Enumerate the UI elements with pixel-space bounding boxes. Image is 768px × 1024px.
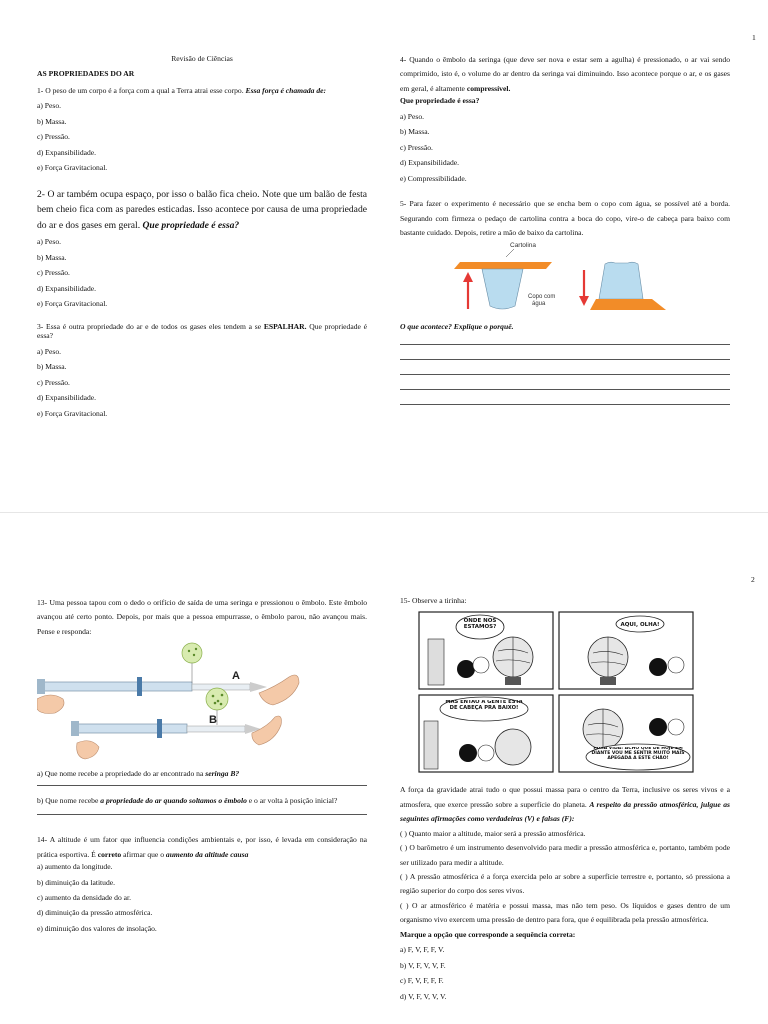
option: b) diminuição da latitude. (37, 877, 116, 887)
option: e) Força Gravitacional. (37, 163, 108, 173)
arrow-down-icon (579, 296, 589, 306)
option: c) aumento da densidade do ar. (37, 892, 132, 902)
option: c) Pressão. (400, 142, 433, 152)
question-14: 14- A altitude é um fator que influencia condições ambientais e, por isso, é levada em consideração na prática esportiva. É correto afirmar que o aumento da altitude causa (37, 835, 367, 859)
page1-left-column (37, 54, 367, 424)
page2-right-column (400, 596, 730, 1007)
option: b) Massa. (400, 127, 430, 137)
option: a) aumento da longitude. (37, 862, 113, 872)
option: c) Pressão. (37, 268, 70, 278)
question-5-prompt: O que acontece? Explique o porquê. (400, 322, 514, 332)
question-13: 13- Uma pessoa tapou com o dedo o orifício de saída de uma seringa e pressionou o êmbolo. Este êmbolo avançou até certo ponto. Depois, por mais que a pessoa empurrasse, o êmbolo parou, não avançou mais. Pense e responda: (37, 598, 367, 636)
question-15-prompt: Marque a opção que corresponde a sequência correta: (400, 929, 576, 939)
option: b) Massa. (37, 362, 67, 372)
question-4-prompt: Que propriedade é essa? (400, 96, 480, 106)
option: a) Peso. (37, 237, 62, 247)
comic-strip: ONDE NÓS ESTAMOS? AQUI, OLHA! MAS ENTÃO A GENTE ESTÁ DE CABEÇA PRA BAIXO! PUXA VIDA! ACHO QUE DE HOJE EM DIANTE VOU ME SENTIR MUITO MAIS APEGADA A ESTE CHÃO! (418, 611, 718, 773)
option: c) Pressão. (37, 132, 70, 142)
option: a) Peso. (400, 111, 425, 121)
page-header: Revisão de Ciências (171, 54, 233, 63)
answer-line (37, 814, 367, 815)
question-13a: a) Que nome recebe a propriedade do ar encontrado na seringa B? (37, 769, 240, 779)
statement: ( ) O barômetro é um instrumento desenvolvido para medir a pressão atmosférica e, portanto, também pode ser utilizado para medir a altitude. (400, 843, 730, 867)
hand-icon (252, 716, 282, 745)
option: d) Expansibilidade. (37, 393, 97, 403)
option: e) Força Gravitacional. (37, 408, 108, 418)
hand-icon (77, 741, 99, 759)
inverted-cup-shape (599, 263, 643, 300)
option: d) V, F, V, V, V. (400, 991, 447, 1001)
option: a) Peso. (37, 346, 62, 356)
syringe-label-b: B (209, 714, 217, 727)
option: b) V, F, V, V, F. (400, 960, 446, 970)
page1-right-column (400, 53, 730, 419)
section-title: AS PROPRIEDADES DO AR (37, 69, 135, 79)
option: d) diminuição da pressão atmosférica. (37, 908, 153, 918)
cup-shape (482, 269, 523, 309)
question-15-intro: A força da gravidade atrai tudo o que possui massa para o centro da Terra, inclusive os seres vivos e a atmosfera, que exerce pressão sobre a superfície do planeta. A respeito da pressão atmosférica, julgue as seguintes afirmações como verdadeiras (V) e falsas (F): (400, 785, 730, 824)
question-13b: b) Que nome recebe a propriedade do ar quando soltamos o êmbolo e o ar volta à posição inicial? (37, 795, 338, 805)
option: a) Peso. (37, 101, 62, 111)
question-4: 4- Quando o êmbolo da seringa (que deve ser nova e estar sem a agulha) é pressionado, o ar vai sendo comprimido, isto é, o volume do ar dentro da seringa vai diminuindo. Isso acontece porque o ar, e os gases em geral, é altamente compressível. (400, 55, 730, 93)
question-5: 5- Para fazer o experimento é necessário que se encha bem o copo com água, se possível até a borda. Segurando com firmeza o pedaço de cartolina contra a boca do copo, vire-o de cabeça para baixo com bastante cuidado. Depois, retire a mão de baixo da cartolina. (400, 199, 730, 238)
answer-line (400, 359, 730, 360)
statement: ( ) A pressão atmosférica é a força exercida pelo ar sobre a superfície terrestre e, portanto, só pressiona a região superior do corpo dos seres vivos. (400, 872, 730, 896)
cup-experiment-figure (400, 240, 730, 316)
question-15: 15- Observe a tirinha: (400, 596, 467, 605)
svg-text:AQUI, OLHA!: AQUI, OLHA! (620, 622, 660, 629)
answer-line (400, 389, 730, 390)
option: c) Pressão. (37, 377, 70, 387)
hand-icon (37, 695, 64, 714)
statement: ( ) O ar atmosférico é matéria e possui massa, mas não tem peso. Os líquidos e gases dentro de um organismo vivo exercem uma pressão de dentro para fora, que é equilibrada pela pressão atmosférica. (400, 900, 730, 925)
question-3: 3- Essa é outra propriedade do ar e de todos os gases eles tendem a se ESPALHAR. Que propriedade é essa? (37, 321, 367, 341)
option: d) Expansibilidade. (400, 158, 460, 168)
page2-left-column (37, 596, 367, 939)
option: e) diminuição dos valores de insolação. (37, 923, 157, 933)
question-1: 1- O peso de um corpo é a força com a qual a Terra atrai esse corpo. Essa força é chamada de: (37, 85, 327, 95)
statement: ( ) Quanto maior a altitude, maior será a pressão atmosférica. (400, 828, 586, 838)
figure-label-cartolina: Cartolina (510, 242, 537, 250)
svg-text:Copo com: Copo com (528, 294, 556, 301)
option: b) Massa. (37, 116, 67, 126)
answer-line (400, 344, 730, 345)
hand-icon (259, 675, 299, 705)
answer-line (400, 374, 730, 375)
option: d) Expansibilidade. (37, 283, 97, 293)
page-number: 2 (751, 575, 755, 584)
option: e) Compressibilidade. (400, 173, 467, 183)
cardboard-shape (454, 262, 552, 269)
option: a) F, V, F, F, V. (400, 945, 445, 955)
syringe-label-a: A (232, 670, 240, 683)
svg-text:água: água (532, 301, 546, 308)
answer-line (37, 785, 367, 786)
option: b) Massa. (37, 252, 67, 262)
syringe-figure (37, 641, 317, 763)
answer-line (400, 404, 730, 405)
question-2: 2- O ar também ocupa espaço, por isso o balão fica cheio. Note que um balão de festa bem cheio fica com as paredes esticadas. Isso acontece por causa de uma propriedade do ar e dos gases em geral. Que propriedade é essa? (37, 188, 367, 231)
option: c) F, V, F, F, F. (400, 976, 444, 986)
page-break (0, 512, 768, 513)
arrow-up-icon (463, 272, 473, 282)
page-number: 1 (752, 33, 756, 42)
option: d) Expansibilidade. (37, 147, 97, 157)
option: e) Força Gravitacional. (37, 299, 108, 309)
